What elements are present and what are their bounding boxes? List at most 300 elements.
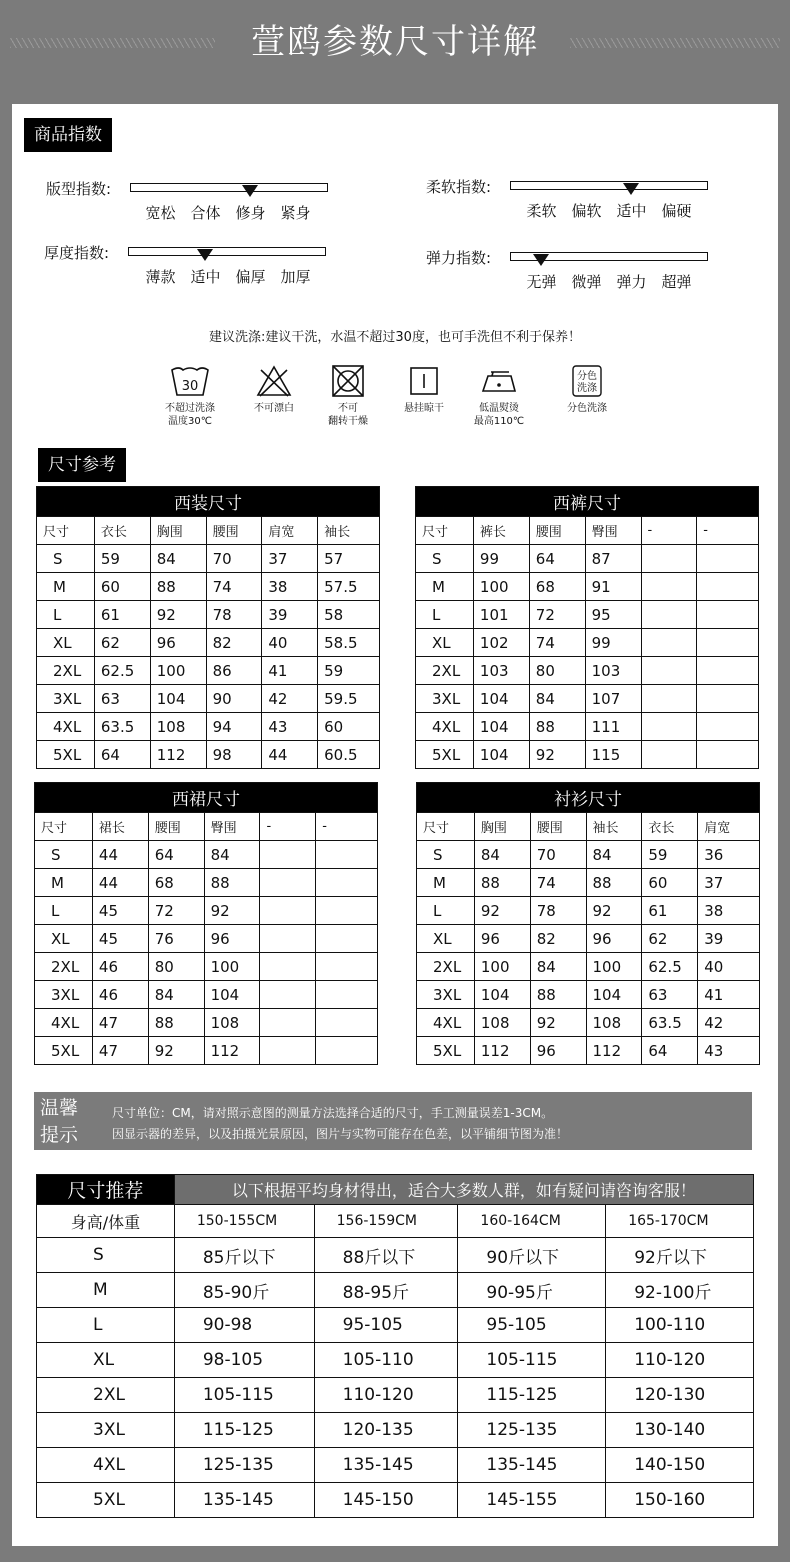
recommend-cell: 98-105 bbox=[174, 1343, 314, 1378]
separate-wash-glyph-2: 洗涤 bbox=[577, 383, 597, 394]
soft-index-label: 柔软指数: bbox=[426, 178, 492, 196]
suit-cell: 57 bbox=[318, 545, 380, 573]
pants-cell: 68 bbox=[529, 573, 585, 601]
pants-table-row bbox=[416, 741, 759, 769]
page-header bbox=[0, 0, 790, 100]
recommend-cell: 85-90斤 bbox=[174, 1273, 314, 1308]
shirt-cell: 60 bbox=[642, 869, 698, 897]
recommend-cell: 85斤以下 bbox=[174, 1238, 314, 1273]
pants-cell: 87 bbox=[585, 545, 641, 573]
suit-table-row bbox=[37, 629, 380, 657]
fit-option: 紧身 bbox=[280, 204, 311, 222]
shirt-cell: 96 bbox=[474, 925, 530, 953]
recommend-cell: 100-110 bbox=[606, 1308, 754, 1343]
skirt-cell: 88 bbox=[148, 1009, 204, 1037]
skirt-cell: XL bbox=[35, 925, 93, 953]
skirt-cell bbox=[316, 1009, 378, 1037]
thick-index-bar bbox=[128, 247, 326, 256]
skirt-cell: 64 bbox=[148, 841, 204, 869]
recommend-cell: 95-105 bbox=[314, 1308, 458, 1343]
recommend-cell: 105-115 bbox=[174, 1378, 314, 1413]
suit-cell: 60.5 bbox=[318, 741, 380, 769]
shirt-cell: 96 bbox=[586, 925, 642, 953]
elastic-option: 微弹 bbox=[571, 273, 602, 291]
pants-cell: 104 bbox=[473, 741, 529, 769]
recommend-cell: 110-120 bbox=[606, 1343, 754, 1378]
suit-cell: 37 bbox=[262, 545, 318, 573]
pants-table-row bbox=[416, 657, 759, 685]
thick-option: 适中 bbox=[190, 268, 221, 286]
skirt-table-title: 西裙尺寸 bbox=[35, 783, 378, 813]
skirt-cell bbox=[316, 897, 378, 925]
skirt-header-cell: 尺寸 bbox=[35, 813, 93, 841]
skirt-cell bbox=[260, 1037, 316, 1065]
pants-header-cell: - bbox=[641, 517, 697, 545]
skirt-cell bbox=[260, 841, 316, 869]
recommend-row bbox=[37, 1483, 754, 1518]
suit-cell: 44 bbox=[262, 741, 318, 769]
pants-table-title: 西裤尺寸 bbox=[416, 487, 759, 517]
pants-cell bbox=[641, 629, 697, 657]
suit-cell: 57.5 bbox=[318, 573, 380, 601]
recommend-cell: 115-125 bbox=[458, 1378, 606, 1413]
suit-cell: 96 bbox=[150, 629, 206, 657]
shirt-cell: 100 bbox=[586, 953, 642, 981]
shirt-cell: 112 bbox=[474, 1037, 530, 1065]
recommend-cell: 3XL bbox=[37, 1413, 175, 1448]
pants-cell: L bbox=[416, 601, 474, 629]
shirt-table-row bbox=[417, 841, 760, 869]
skirt-cell: 76 bbox=[148, 925, 204, 953]
pants-cell bbox=[697, 601, 759, 629]
suit-cell: 100 bbox=[150, 657, 206, 685]
pants-table-row bbox=[416, 685, 759, 713]
recommend-banner: 以下根据平均身材得出，适合大多数人群，如有疑问请咨询客服！ bbox=[174, 1175, 753, 1205]
pants-cell bbox=[697, 545, 759, 573]
shirt-table-row bbox=[417, 981, 760, 1009]
shirt-header-cell: 胸围 bbox=[474, 813, 530, 841]
skirt-cell: 4XL bbox=[35, 1009, 93, 1037]
skirt-cell: 47 bbox=[92, 1009, 148, 1037]
pants-cell bbox=[697, 741, 759, 769]
shirt-cell: XL bbox=[417, 925, 475, 953]
recommend-cell: 4XL bbox=[37, 1448, 175, 1483]
pants-cell: M bbox=[416, 573, 474, 601]
suit-cell: 94 bbox=[206, 713, 262, 741]
suit-cell: 3XL bbox=[37, 685, 95, 713]
shirt-cell: 100 bbox=[474, 953, 530, 981]
wash-30-number: 30 bbox=[181, 379, 199, 394]
recommend-row bbox=[37, 1308, 754, 1343]
skirt-table-row bbox=[35, 953, 378, 981]
no-tumble-dry-icon bbox=[330, 364, 366, 398]
skirt-table-row bbox=[35, 925, 378, 953]
elastic-option: 无弹 bbox=[526, 273, 557, 291]
shirt-header-cell: 衣长 bbox=[642, 813, 698, 841]
suit-cell: 82 bbox=[206, 629, 262, 657]
pants-table-row bbox=[416, 713, 759, 741]
soft-option: 偏软 bbox=[571, 202, 602, 220]
fit-index-marker bbox=[242, 185, 258, 197]
pants-cell: 102 bbox=[473, 629, 529, 657]
shirt-cell: 96 bbox=[530, 1037, 586, 1065]
shirt-cell: 5XL bbox=[417, 1037, 475, 1065]
skirt-cell bbox=[260, 1009, 316, 1037]
suit-cell: 58.5 bbox=[318, 629, 380, 657]
skirt-cell: 80 bbox=[148, 953, 204, 981]
size-recommend-table bbox=[36, 1174, 754, 1518]
care-caption: 悬挂晾干 bbox=[404, 403, 444, 414]
recommend-cell: 110-120 bbox=[314, 1378, 458, 1413]
pants-cell: XL bbox=[416, 629, 474, 657]
skirt-cell: 47 bbox=[92, 1037, 148, 1065]
recommend-cell: 5XL bbox=[37, 1483, 175, 1518]
skirt-cell bbox=[316, 925, 378, 953]
recommend-row bbox=[37, 1238, 754, 1273]
suit-cell: 70 bbox=[206, 545, 262, 573]
shirt-cell: 62.5 bbox=[642, 953, 698, 981]
recommend-header-cell: 150-155CM bbox=[174, 1205, 314, 1238]
skirt-cell: 108 bbox=[204, 1009, 260, 1037]
soft-option: 偏硬 bbox=[661, 202, 692, 220]
suit-cell: 108 bbox=[150, 713, 206, 741]
skirt-cell: M bbox=[35, 869, 93, 897]
shirt-cell: 104 bbox=[474, 981, 530, 1009]
recommend-cell: S bbox=[37, 1238, 175, 1273]
pants-cell: 3XL bbox=[416, 685, 474, 713]
wash-note: 建议洗涤:建议干洗，水温不超过30度，也可手洗但不利于保养！ bbox=[209, 330, 581, 345]
shirt-cell: 63.5 bbox=[642, 1009, 698, 1037]
skirt-table-row bbox=[35, 869, 378, 897]
shirt-cell: 38 bbox=[698, 897, 760, 925]
care-hang-dry bbox=[384, 364, 464, 415]
suit-cell: 58 bbox=[318, 601, 380, 629]
soft-index-options bbox=[519, 200, 699, 221]
care-caption: 不超过洗涤 温度30℃ bbox=[165, 403, 215, 427]
shirt-header-cell: 肩宽 bbox=[698, 813, 760, 841]
no-bleach-icon bbox=[255, 364, 293, 398]
suit-table-row bbox=[37, 657, 380, 685]
pants-cell: 100 bbox=[473, 573, 529, 601]
recommend-cell: 92斤以下 bbox=[606, 1238, 754, 1273]
suit-cell: 84 bbox=[150, 545, 206, 573]
recommend-row bbox=[37, 1378, 754, 1413]
thick-option: 薄款 bbox=[145, 268, 176, 286]
shirt-table-title: 衬衫尺寸 bbox=[417, 783, 760, 813]
shirt-cell: 84 bbox=[530, 953, 586, 981]
pants-table-row bbox=[416, 629, 759, 657]
separate-wash-icon bbox=[570, 364, 604, 398]
shirt-cell: 64 bbox=[642, 1037, 698, 1065]
skirt-cell bbox=[316, 953, 378, 981]
pants-cell: 84 bbox=[529, 685, 585, 713]
pants-cell: 104 bbox=[473, 685, 529, 713]
suit-cell: L bbox=[37, 601, 95, 629]
suit-cell: 42 bbox=[262, 685, 318, 713]
shirt-table-row bbox=[417, 925, 760, 953]
shirt-cell: 41 bbox=[698, 981, 760, 1009]
care-iron-low bbox=[459, 364, 539, 428]
pants-cell: 107 bbox=[585, 685, 641, 713]
suit-cell: 41 bbox=[262, 657, 318, 685]
pants-cell bbox=[641, 573, 697, 601]
skirt-cell: 88 bbox=[204, 869, 260, 897]
wash-30-icon bbox=[169, 364, 211, 398]
shirt-cell: 88 bbox=[586, 869, 642, 897]
tip-line-2: 因显示器的差异，以及拍摄光景原因，图片与实物可能存在色差，以平铺细节图为准！ bbox=[112, 1127, 569, 1141]
suit-table-row bbox=[37, 741, 380, 769]
pants-cell bbox=[641, 657, 697, 685]
shirt-table-row bbox=[417, 1009, 760, 1037]
shirt-cell: 62 bbox=[642, 925, 698, 953]
shirt-cell: 78 bbox=[530, 897, 586, 925]
recommend-header-cell: 身高/体重 bbox=[37, 1205, 175, 1238]
pants-size-table bbox=[415, 486, 759, 769]
suit-cell: 63.5 bbox=[94, 713, 150, 741]
shirt-cell: 36 bbox=[698, 841, 760, 869]
recommend-cell: 145-150 bbox=[314, 1483, 458, 1518]
skirt-cell: 92 bbox=[148, 1037, 204, 1065]
recommend-cell: 135-145 bbox=[174, 1483, 314, 1518]
suit-cell: 43 bbox=[262, 713, 318, 741]
recommend-cell: 88斤以下 bbox=[314, 1238, 458, 1273]
skirt-cell: 5XL bbox=[35, 1037, 93, 1065]
suit-table-row bbox=[37, 685, 380, 713]
elastic-option: 弹力 bbox=[616, 273, 647, 291]
suit-cell: 86 bbox=[206, 657, 262, 685]
recommend-cell: 105-115 bbox=[458, 1343, 606, 1378]
thick-option: 偏厚 bbox=[235, 268, 266, 286]
care-separate bbox=[547, 364, 627, 415]
care-caption: 不可漂白 bbox=[254, 403, 294, 414]
suit-cell: 59.5 bbox=[318, 685, 380, 713]
care-caption: 分色洗涤 bbox=[567, 403, 607, 414]
pants-cell bbox=[697, 685, 759, 713]
suit-size-table bbox=[36, 486, 380, 769]
shirt-cell: 2XL bbox=[417, 953, 475, 981]
shirt-cell: 42 bbox=[698, 1009, 760, 1037]
shirt-table-row bbox=[417, 869, 760, 897]
skirt-cell: 68 bbox=[148, 869, 204, 897]
skirt-cell: S bbox=[35, 841, 93, 869]
shirt-cell: 104 bbox=[586, 981, 642, 1009]
pants-cell: 95 bbox=[585, 601, 641, 629]
recommend-cell: XL bbox=[37, 1343, 175, 1378]
skirt-cell bbox=[260, 953, 316, 981]
pants-cell: 91 bbox=[585, 573, 641, 601]
suit-cell: S bbox=[37, 545, 95, 573]
pants-cell: 103 bbox=[473, 657, 529, 685]
suit-table-row bbox=[37, 601, 380, 629]
pants-cell bbox=[697, 629, 759, 657]
recommend-cell: 88-95斤 bbox=[314, 1273, 458, 1308]
fit-option: 修身 bbox=[235, 204, 266, 222]
suit-cell: 62 bbox=[94, 629, 150, 657]
shirt-cell: 88 bbox=[530, 981, 586, 1009]
suit-cell: 61 bbox=[94, 601, 150, 629]
pants-cell bbox=[641, 741, 697, 769]
recommend-row bbox=[37, 1413, 754, 1448]
skirt-header-cell: - bbox=[260, 813, 316, 841]
pants-cell: S bbox=[416, 545, 474, 573]
skirt-cell: 3XL bbox=[35, 981, 93, 1009]
fit-index-options bbox=[138, 202, 318, 223]
pants-cell: 99 bbox=[585, 629, 641, 657]
shirt-table-row bbox=[417, 1037, 760, 1065]
skirt-cell: 44 bbox=[92, 869, 148, 897]
goods-index-tag: 商品指数 bbox=[24, 118, 112, 152]
recommend-cell: 115-125 bbox=[174, 1413, 314, 1448]
skirt-cell: 72 bbox=[148, 897, 204, 925]
suit-header-cell: 肩宽 bbox=[262, 517, 318, 545]
skirt-cell: 44 bbox=[92, 841, 148, 869]
shirt-header-cell: 袖长 bbox=[586, 813, 642, 841]
suit-header-cell: 尺寸 bbox=[37, 517, 95, 545]
pants-cell bbox=[641, 601, 697, 629]
fit-index-bar bbox=[130, 183, 328, 192]
pants-cell: 2XL bbox=[416, 657, 474, 685]
pants-cell bbox=[697, 713, 759, 741]
shirt-cell: 84 bbox=[474, 841, 530, 869]
separate-wash-glyph-1: 分色 bbox=[577, 371, 597, 382]
skirt-header-cell: 裙长 bbox=[92, 813, 148, 841]
soft-option: 适中 bbox=[616, 202, 647, 220]
suit-cell: 38 bbox=[262, 573, 318, 601]
recommend-cell: 105-110 bbox=[314, 1343, 458, 1378]
suit-header-cell: 腰围 bbox=[206, 517, 262, 545]
recommend-cell: 90-98 bbox=[174, 1308, 314, 1343]
shirt-cell: 37 bbox=[698, 869, 760, 897]
pants-cell: 101 bbox=[473, 601, 529, 629]
suit-cell: 60 bbox=[318, 713, 380, 741]
shirt-cell: 39 bbox=[698, 925, 760, 953]
recommend-cell: M bbox=[37, 1273, 175, 1308]
recommend-body bbox=[37, 1205, 754, 1518]
suit-cell: M bbox=[37, 573, 95, 601]
recommend-header-cell: 165-170CM bbox=[606, 1205, 754, 1238]
shirt-cell: S bbox=[417, 841, 475, 869]
shirt-cell: 43 bbox=[698, 1037, 760, 1065]
pants-header-cell: - bbox=[697, 517, 759, 545]
shirt-header-cell: 尺寸 bbox=[417, 813, 475, 841]
recommend-cell: 2XL bbox=[37, 1378, 175, 1413]
skirt-cell: 100 bbox=[204, 953, 260, 981]
recommend-tag: 尺寸推荐 bbox=[37, 1175, 175, 1205]
header-hatch-right bbox=[570, 38, 780, 48]
skirt-header-cell: 臀围 bbox=[204, 813, 260, 841]
skirt-size-table bbox=[34, 782, 378, 1065]
skirt-cell: 96 bbox=[204, 925, 260, 953]
suit-cell: 39 bbox=[262, 601, 318, 629]
shirt-cell: 84 bbox=[586, 841, 642, 869]
skirt-cell: 84 bbox=[148, 981, 204, 1009]
care-no-tumble bbox=[308, 364, 388, 428]
shirt-cell: 112 bbox=[586, 1037, 642, 1065]
skirt-cell: 46 bbox=[92, 981, 148, 1009]
recommend-cell: 150-160 bbox=[606, 1483, 754, 1518]
suit-cell: 40 bbox=[262, 629, 318, 657]
recommend-cell: 125-135 bbox=[458, 1413, 606, 1448]
hang-dry-icon bbox=[408, 364, 440, 398]
tip-box bbox=[34, 1092, 752, 1150]
shirt-cell: 70 bbox=[530, 841, 586, 869]
pants-cell: 92 bbox=[529, 741, 585, 769]
skirt-cell bbox=[260, 925, 316, 953]
shirt-cell: 59 bbox=[642, 841, 698, 869]
iron-low-icon bbox=[479, 364, 519, 398]
recommend-cell: 90斤以下 bbox=[458, 1238, 606, 1273]
fit-option: 合体 bbox=[190, 204, 221, 222]
thick-index-marker bbox=[197, 249, 213, 261]
skirt-cell bbox=[260, 869, 316, 897]
shirt-cell: 4XL bbox=[417, 1009, 475, 1037]
recommend-cell: 95-105 bbox=[458, 1308, 606, 1343]
recommend-row bbox=[37, 1273, 754, 1308]
pants-cell: 80 bbox=[529, 657, 585, 685]
pants-cell: 88 bbox=[529, 713, 585, 741]
suit-cell: 92 bbox=[150, 601, 206, 629]
elastic-index-label: 弹力指数: bbox=[426, 249, 492, 267]
shirt-header-cell: 腰围 bbox=[530, 813, 586, 841]
skirt-cell bbox=[316, 869, 378, 897]
pants-cell: 115 bbox=[585, 741, 641, 769]
skirt-cell: 112 bbox=[204, 1037, 260, 1065]
shirt-cell: 92 bbox=[530, 1009, 586, 1037]
shirt-cell: 3XL bbox=[417, 981, 475, 1009]
skirt-cell: 84 bbox=[204, 841, 260, 869]
skirt-cell bbox=[260, 897, 316, 925]
content-panel bbox=[12, 104, 778, 1546]
suit-cell: 5XL bbox=[37, 741, 95, 769]
skirt-table-row bbox=[35, 841, 378, 869]
recommend-cell: 125-135 bbox=[174, 1448, 314, 1483]
pants-table-row bbox=[416, 601, 759, 629]
tip-title: 温馨 提示 bbox=[40, 1097, 79, 1146]
pants-cell bbox=[697, 573, 759, 601]
suit-cell: 104 bbox=[150, 685, 206, 713]
fit-option: 宽松 bbox=[145, 204, 176, 222]
suit-cell: 4XL bbox=[37, 713, 95, 741]
page-title: 萱鸥参数尺寸详解 bbox=[251, 22, 539, 62]
suit-cell: 88 bbox=[150, 573, 206, 601]
shirt-cell: 61 bbox=[642, 897, 698, 925]
pants-table-row bbox=[416, 545, 759, 573]
skirt-header-cell: - bbox=[316, 813, 378, 841]
pants-cell: 74 bbox=[529, 629, 585, 657]
thick-option: 加厚 bbox=[280, 268, 311, 286]
recommend-row bbox=[37, 1448, 754, 1483]
suit-cell: 78 bbox=[206, 601, 262, 629]
skirt-cell bbox=[316, 841, 378, 869]
suit-table-title: 西装尺寸 bbox=[37, 487, 380, 517]
recommend-cell: 135-145 bbox=[458, 1448, 606, 1483]
skirt-cell: 45 bbox=[92, 897, 148, 925]
suit-cell: 98 bbox=[206, 741, 262, 769]
skirt-cell bbox=[316, 981, 378, 1009]
elastic-index-options bbox=[519, 271, 699, 292]
suit-table-row bbox=[37, 545, 380, 573]
shirt-cell: L bbox=[417, 897, 475, 925]
pants-cell: 4XL bbox=[416, 713, 474, 741]
elastic-option: 超弹 bbox=[661, 273, 692, 291]
skirt-table-row bbox=[35, 981, 378, 1009]
tip-line-1: 尺寸单位：CM，请对照示意图的测量方法选择合适的尺寸，手工测量误差1-3CM。 bbox=[112, 1106, 554, 1120]
suit-cell: 64 bbox=[94, 741, 150, 769]
thick-index-label: 厚度指数: bbox=[44, 244, 110, 262]
suit-cell: 90 bbox=[206, 685, 262, 713]
recommend-cell: 140-150 bbox=[606, 1448, 754, 1483]
recommend-cell: 92-100斤 bbox=[606, 1273, 754, 1308]
